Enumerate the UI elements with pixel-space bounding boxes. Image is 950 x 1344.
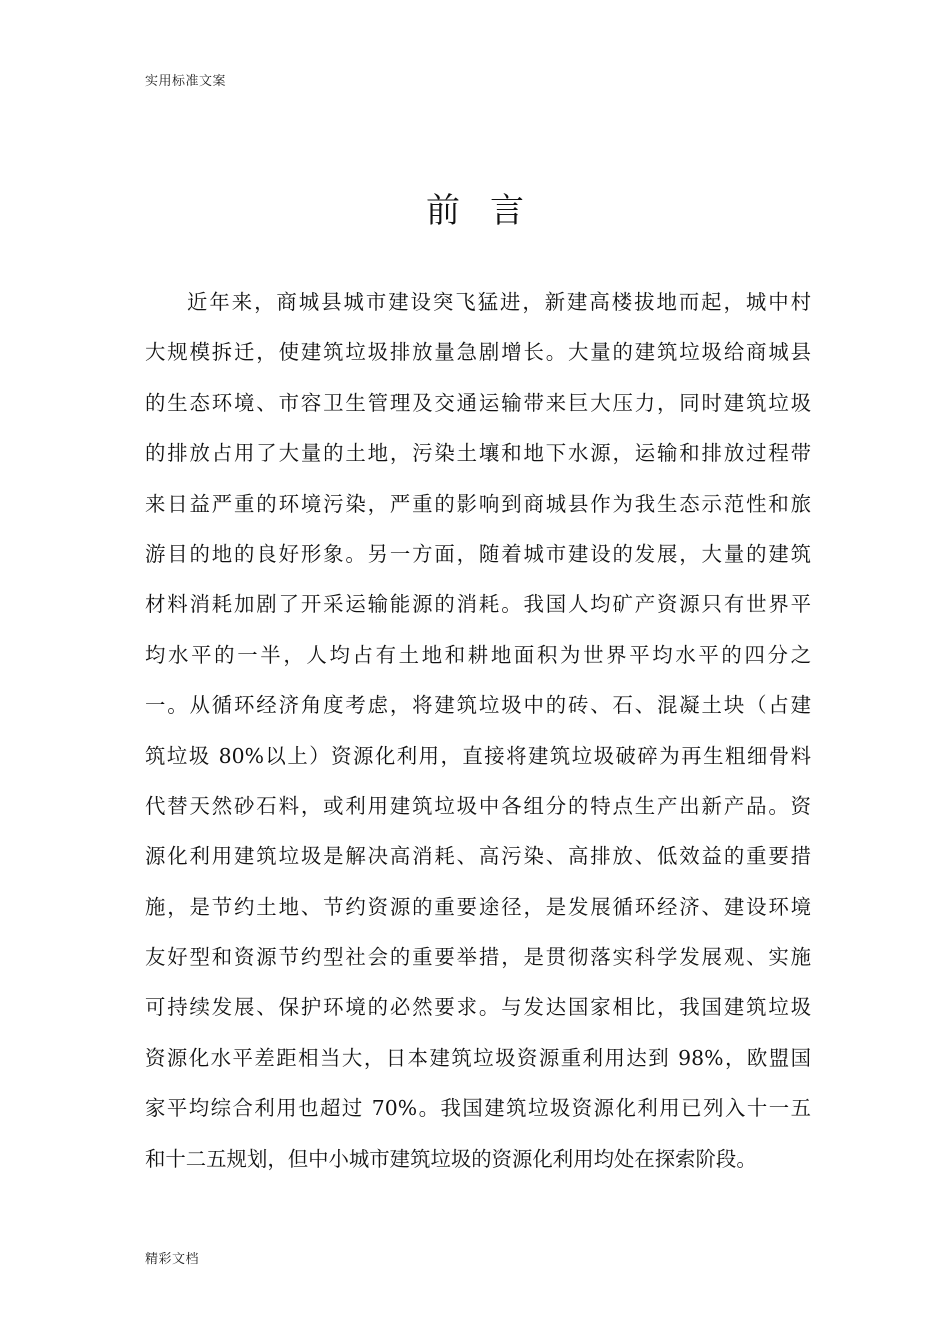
paragraph-line: 的生态环境、市容卫生管理及交通运输带来巨大压力，同时建筑垃圾 [145, 390, 811, 415]
paragraph-line: 游目的地的良好形象。另一方面，随着城市建设的发展，大量的建筑 [145, 541, 811, 566]
paragraph-line: 可持续发展、保护环境的必然要求。与发达国家相比，我国建筑垃圾 [145, 995, 811, 1020]
page-header: 实用标准文案 [145, 74, 227, 89]
page-footer: 精彩文档 [145, 1252, 200, 1267]
paragraph-line: 一。从循环经济角度考虑，将建筑垃圾中的砖、石、混凝土块（占建 [145, 693, 811, 718]
paragraph-line: 材料消耗加剧了开采运输能源的消耗。我国人均矿产资源只有世界平 [145, 592, 811, 617]
page-title: 前言 [426, 191, 554, 231]
paragraph-line: 代替天然砂石料，或利用建筑垃圾中各组分的特点生产出新产品。资 [145, 793, 811, 818]
paragraph-line: 和十二五规划，但中小城市建筑垃圾的资源化利用均处在探索阶段。 [145, 1146, 757, 1171]
paragraph-line: 友好型和资源节约型社会的重要举措，是贯彻落实科学发展观、实施 [145, 945, 811, 970]
paragraph-line: 筑垃圾 80%以上）资源化利用，直接将建筑垃圾破碎为再生粗细骨料 [145, 743, 811, 768]
paragraph-line: 源化利用建筑垃圾是解决高消耗、高污染、高排放、低效益的重要措 [145, 844, 811, 869]
paragraph-line: 来日益严重的环境污染，严重的影响到商城县作为我生态示范性和旅 [145, 491, 811, 516]
paragraph-line: 均水平的一半，人均占有土地和耕地面积为世界平均水平的四分之 [145, 642, 811, 667]
paragraph-line: 大规模拆迁，使建筑垃圾排放量急剧增长。大量的建筑垃圾给商城县 [145, 340, 811, 365]
paragraph-line: 资源化水平差距相当大，日本建筑垃圾资源重利用达到 98%，欧盟国 [145, 1045, 811, 1070]
paragraph-line: 的排放占用了大量的土地，污染土壤和地下水源，运输和排放过程带 [145, 441, 811, 466]
body-paragraph [145, 285, 811, 1192]
paragraph-line: 施，是节约土地、节约资源的重要途径，是发展循环经济、建设环境 [145, 894, 811, 919]
paragraph-line: 家平均综合利用也超过 70%。我国建筑垃圾资源化利用已列入十一五 [145, 1096, 811, 1121]
paragraph-line: 近年来，商城县城市建设突飞猛进，新建高楼拔地而起，城中村 [187, 290, 811, 314]
